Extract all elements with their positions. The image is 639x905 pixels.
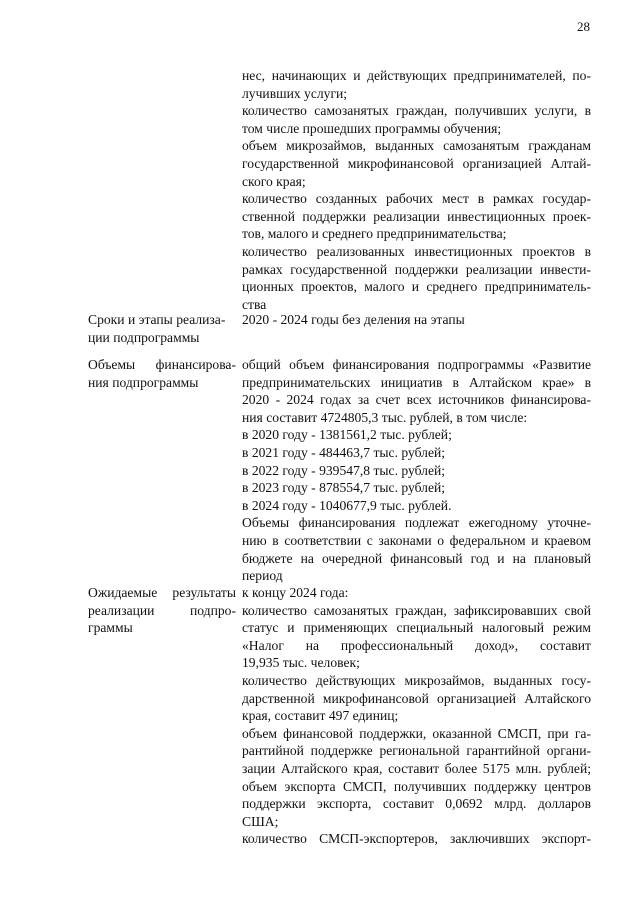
text-line: объем микрозаймов, выданных самозанятым гражданам bbox=[242, 138, 591, 154]
section-content bbox=[242, 67, 591, 313]
label-line: ции подпрограммы bbox=[88, 329, 200, 345]
text-line: ционных проектов, малого и среднего предприниматель- bbox=[242, 279, 591, 295]
text-line: зации Алтайского края, составит более 5175 млн. рублей; bbox=[242, 760, 591, 776]
text-line: количество самозанятых граждан, получивших услуги, в bbox=[242, 103, 591, 119]
text-line: в 2021 году - 484463,7 тыс. рублей; bbox=[242, 444, 446, 460]
text-line: статус и применяющих специальный налоговый режим bbox=[242, 620, 591, 636]
section-label bbox=[88, 584, 236, 637]
section-label bbox=[88, 356, 236, 391]
label-line: Объемы финансирова- bbox=[88, 357, 236, 372]
text-line: края, составит 497 единиц; bbox=[242, 708, 399, 724]
text-line: «Налог на профессиональный доход», составит bbox=[242, 637, 591, 653]
label-line: Сроки и этапы реализа- bbox=[88, 312, 226, 327]
text-line: лучивших услуги; bbox=[242, 85, 348, 101]
text-line: ственной поддержки реализации инвестиционных проек- bbox=[242, 208, 591, 224]
text-line: государственной микрофинансовой организацией Алтай- bbox=[242, 155, 591, 171]
section-label bbox=[88, 311, 236, 346]
text-line: 2020 - 2024 годы без деления на этапы bbox=[242, 312, 465, 327]
text-line: в 2023 году - 878554,7 тыс. рублей; bbox=[242, 480, 446, 496]
label-line: Ожидаемые результаты bbox=[88, 585, 236, 600]
text-line: количество реализованных инвестиционных проектов в bbox=[242, 243, 591, 259]
text-line: бюджете на очередной финансовый год и на плановый bbox=[242, 550, 591, 566]
text-line: общий объем финансирования подпрограммы «Развитие bbox=[242, 357, 591, 372]
text-line: 2020 - 2024 годах за счет всех источников финансирова- bbox=[242, 392, 591, 408]
text-line: количество созданных рабочих мест в рамках государ- bbox=[242, 191, 591, 207]
text-line: нес, начинающих и действующих предпринимателей, по- bbox=[242, 68, 591, 83]
page-number: 28 bbox=[577, 19, 590, 34]
text-line: в 2024 году - 1040677,9 тыс. рублей. bbox=[242, 497, 452, 513]
text-line: том числе прошедших программы обучения; bbox=[242, 120, 502, 136]
text-line: количество самозанятых граждан, зафиксировавших свой bbox=[242, 602, 591, 618]
text-line: в 2020 году - 1381561,2 тыс. рублей; bbox=[242, 427, 452, 443]
text-line: рантийной поддержке региональной гарантийной органи- bbox=[242, 743, 591, 759]
text-line: 19,935 тыс. человек; bbox=[242, 655, 360, 671]
text-line: к концу 2024 года: bbox=[242, 585, 349, 600]
section-content bbox=[242, 584, 591, 848]
section-content bbox=[242, 311, 591, 329]
text-line: в 2022 году - 939547,8 тыс. рублей; bbox=[242, 462, 446, 478]
label-line: граммы bbox=[88, 620, 133, 636]
text-line: количество СМСП-экспортеров, заключивших экспорт- bbox=[242, 831, 591, 847]
text-line: ства bbox=[242, 296, 267, 312]
text-line: ния составит 4724805,3 тыс. рублей, в том числе: bbox=[242, 409, 528, 425]
text-line: дарственной микрофинансовой организацией Алтайского bbox=[242, 690, 591, 706]
label-line: ния подпрограммы bbox=[88, 374, 199, 390]
text-line: нию в соответствии с законами о федеральном и краевом bbox=[242, 532, 591, 548]
text-line: предпринимательских инициатив в Алтайском крае» в bbox=[242, 374, 591, 390]
text-line: объем финансовой поддержки, оказанной СМСП, при га- bbox=[242, 725, 591, 741]
text-line: рамках государственной поддержки реализации инвести- bbox=[242, 261, 591, 277]
label-line: реализации подпро- bbox=[88, 602, 236, 618]
section-content bbox=[242, 356, 591, 585]
text-line: ского края; bbox=[242, 173, 306, 189]
text-line: период bbox=[242, 568, 283, 584]
text-line: поддержки экспорта, составит 0,0692 млрд. долларов bbox=[242, 796, 591, 812]
text-line: США; bbox=[242, 813, 279, 829]
text-line: объем экспорта СМСП, получивших поддержку центров bbox=[242, 778, 591, 794]
text-line: количество действующих микрозаймов, выданных госу- bbox=[242, 672, 591, 688]
text-line: Объемы финансирования подлежат ежегодному уточне- bbox=[242, 515, 591, 531]
text-line: тов, малого и среднего предпринимательства; bbox=[242, 226, 507, 242]
